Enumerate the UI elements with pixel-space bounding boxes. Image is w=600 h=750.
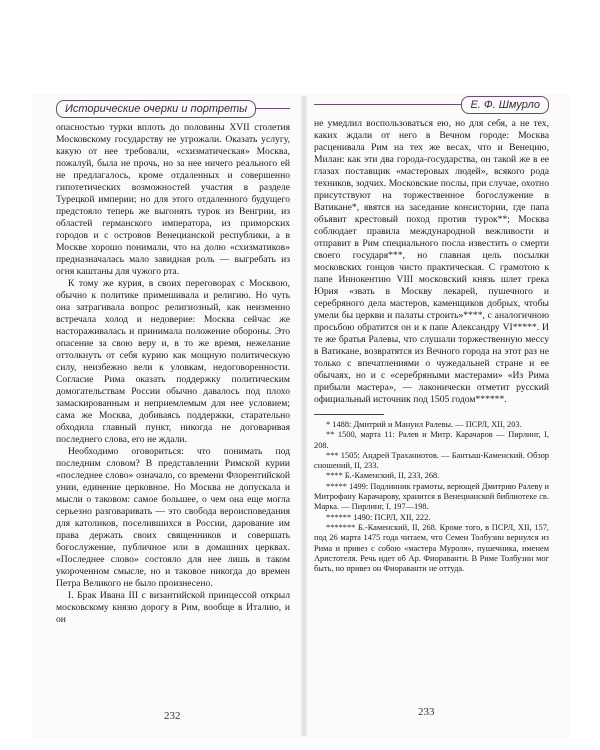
paragraph: I. Брак Ивана III с византийской принцессой открыл московскому князю дорогу в Рим, вообще в Италию, и он: [56, 590, 290, 625]
left-page: [56, 100, 290, 722]
footnote: **** Б.-Каменский, II, 233, 268.: [326, 471, 440, 481]
footnote: ****** 1490: ПСРЛ, XII, 222.: [326, 512, 431, 522]
paragraph: не умедлил воспользоваться ею, но для себя, а не тех, каких ждали от него в Вечном городе: Москва расценивала Рим на тех же весах, что и Венецию, Милан: как эти два города-государства, он такой же в ее глазах поставщик «мастеровых людей», всякого рода техников, зодчих. Московские послы, при случае, охотно присутствуют на торжественное богослужение в Ватикане*, явятся на заседание консистории, где папа объявит крестовый поход против турок**; Москва соблюдает правила международной вежливости и отправит в Рим специального посла известить о смерти своего государя***, но главная цель посылки московских гонцов чисто практическая. С грамотою к папе Иннокентию VIII московский князь шлет грека Юрия «звать в Москву лекарей, пушечного и серебряного дела мастеров, каменщиков добрых, чтобы умели бы церкви и палаты строить»****, с аналогичною просьбою обратится он и к папе Александру VI*****. И те же братья Ралевы, что слушали торжественную мессу в Ватикане, возвратятся из Вечного города на этот раз не только с впечатлениями о чужедальней стране и ее обычаях, но и с «серебряными мастерами» «Из Рима прибыли мастера», — лаконически отметит русский официальный источник под 1505 годом******.: [314, 118, 549, 405]
footnote: ******* Б.-Каменский, II, 268. Кроме того, в ПСРЛ, XII, 157, под 26 марта 1475 года читаем, что Семен Толбузин вернулся из Рима и привез с собою «мастера Муроля», пушечника, именем Аристотеля. Речь идет об Ар. Фиораванти. В Риме Толбузин мог быть, но привез он Фиораванти не оттуда.: [314, 522, 549, 574]
left-header-title: Исторические очерки и портреты: [56, 100, 256, 118]
right-page: [314, 96, 549, 718]
right-body-text: [314, 118, 549, 406]
left-body-text: [56, 122, 290, 626]
footnote: ** 1500, марта 11: Ралев и Митр. Карачаров — Пирлинг, I, 208.: [314, 430, 549, 450]
paragraph: К тому же курия, в своих переговорах с Москвою, обычно к политике примешивала и религию. Но чуть она затрагивала вопрос религиозный, как неизменно встречала холод и недоверие: Москва сейчас же настораживалась и принимала положение обороны. Это опасение за свою веру и, в то же время, нежелание оттолкнуть от себя курию как мощную политическую силу, неизбежно вели к уловкам, недоговоренности. Согласие Рима оказать поддержку политическим домогательствам России обычно давалось под плохо замаскированным и неприемлемым для нее условием; сама же Москва, добиваясь поддержки, старательно обходила главный пункт, никогда не договаривая последнего слова, его не ждали.: [56, 278, 290, 445]
footnote: * 1488: Дмитрий и Мануил Ралевы. — ПСРЛ, XII, 203.: [326, 420, 522, 429]
right-running-header: [314, 96, 549, 112]
footnote: *** 1505: Андрей Траханиотов. — Бантыш-Каменский. Обзор сношений, II, 233.: [314, 450, 549, 471]
footnote: ***** 1499: Подлинник грамоты, верющей Дмитрию Ралеву и Митрофану Карачарову, хранится в Венецианской библиотеке св. Марка. — Пирлинг, I, 197—198.: [314, 481, 549, 512]
paragraph: опасностью турки вплоть до половины XVII столетия Московскому государству не угрожали. Оказать услугу, какую от нее требовали, «схизматическая» Москва, пожалуй, была не прочь, но за нее ничего реального ей не предлагалось, кроме отдаленных и совершенно гипотетических возможностей участия в разделе Турецкой империи; но для этого отдаленного будущего предстояло теперь же выгонять турок из Венгрии, из областей германского императора, из приморских городов и с островов Венецианской республики, а в Москве хорошо понимали, что на долю «схизматиков» предназначалась мало завидная роль — выгребать из огня каштаны для чужого рта.: [56, 122, 290, 277]
paragraph: Необходимо оговориться: что понимать под последним словом? В представлении Римской курии «последнее слово» означало, со времени Флорентийской унии, единение церковное. Но Москва не допускала и мысли о таковом: самое большее, о чем она еще могла серьезно разговаривать — это свобода вероисповедания для католиков, поселившихся в России, дарование им права держать своих священников и совершать богослужение, публичное или в домашних церквах. «Последнее слово» состояло для нее лишь в таком укороченном смысле, но и таковое никогда до времен Петра Великого не было произнесено.: [56, 446, 290, 589]
book-gutter: [300, 96, 308, 736]
left-running-header: [56, 100, 290, 116]
left-page-number: 232: [164, 710, 181, 722]
footnote-separator: [314, 414, 384, 415]
right-page-number: 233: [418, 706, 435, 718]
footnotes: [314, 420, 549, 574]
right-header-title: Е. Ф. Шмурло: [461, 96, 549, 114]
